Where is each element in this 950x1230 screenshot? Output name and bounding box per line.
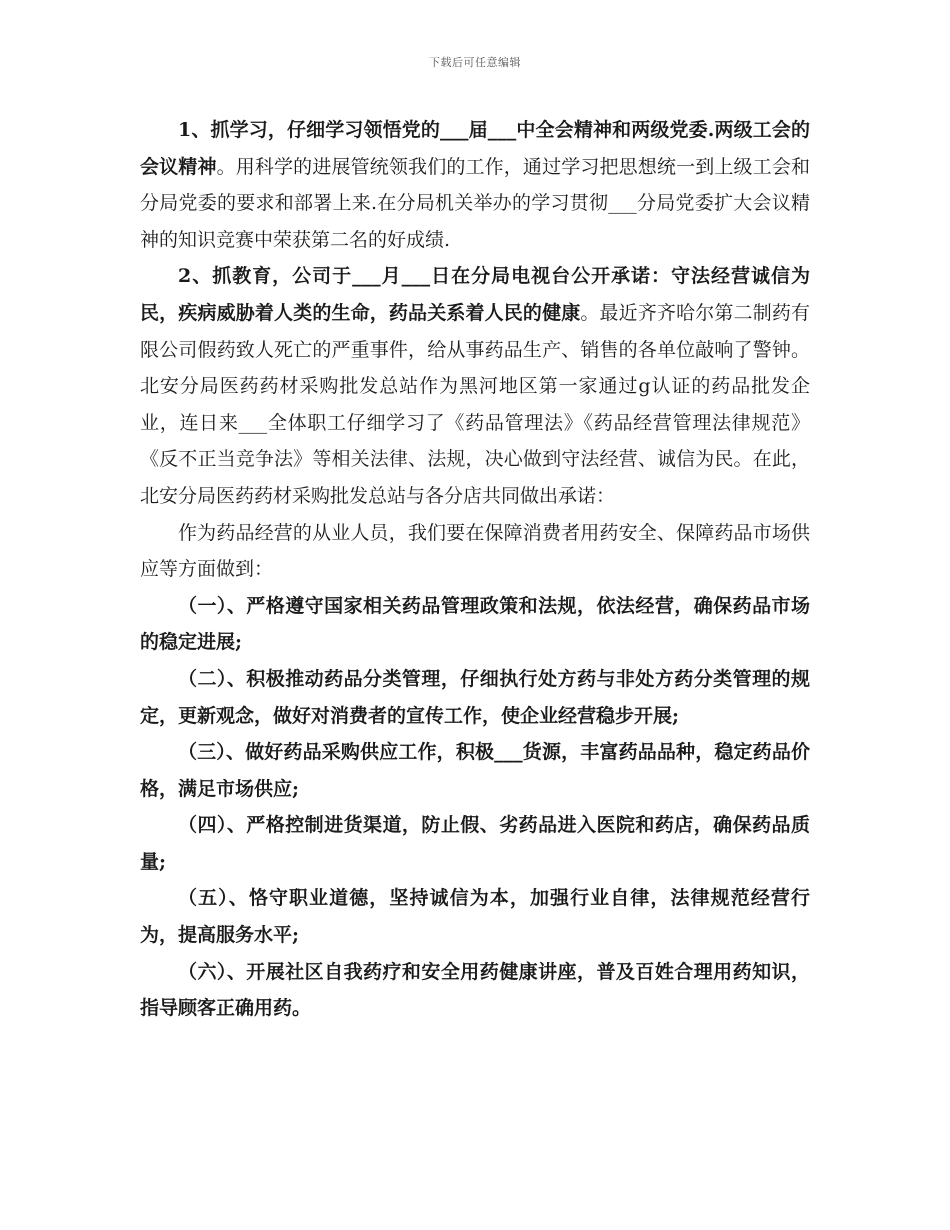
commitment-item-3: （三）、做好药品采购供应工作，积极___货源，丰富药品品种，稳定药品价格，满足市场供应; [140,741,810,800]
commitment-item-1: （一）、严格遵守国家相关药品管理政策和法规，依法经营，确保药品市场的稳定进展; [140,594,810,654]
commitment-item-4: （四）、严格控制进货渠道，防止假、劣药品进入医院和药店，确保药品质量; [140,814,810,873]
commitment-item-5: （五）、恪守职业道德，坚持诚信为本，加强行业自律，法律规范经营行为，提高服务水平; [140,887,810,947]
commitment-item-2: （二）、积极推动药品分类管理，仔细执行处方药与非处方药分类管理的规定，更新观念，做好对消费者的宣传工作，使企业经营稳步开展; [140,667,810,727]
paragraph-2-bold: 2、抓教育，公司于___月___日在分局电视台公开承诺：守法经营诚信为民，疾病威胁着人类的生命，药品关系着人民的健康 [140,265,810,324]
page-header: 下载后可任意编辑 [429,56,521,69]
paragraph-1-bold: 1、抓学习，仔细学习领悟党的___届___中全会精神和两级党委.两级工会的会议精神 [140,119,810,178]
paragraph-2-text: 。最近齐齐哈尔第二制药有限公司假药致人死亡的严重事件，给从事药品生产、销售的各单位敲响了警钟。北安分局医药药材采购批发总站作为黑河地区第一家通过g认证的药品批发企业，连日来___全体职工仔细学习了《药品管理法》《药品经营管理法律规范》《反不正当竞争法》等相关法律、法规，决心做到守法经营、诚信为民。在此，北安分局医药药材采购批发总站与各分店共同做出承诺： [140,301,810,507]
paragraph-3: 作为药品经营的从业人员，我们要在保障消费者用药安全、保障药品市场供应等方面做到： [140,521,810,581]
commitment-item-6: （六）、开展社区自我药疗和安全用药健康讲座，普及百姓合理用药知识，指导顾客正确用药。 [140,960,810,1020]
paragraph-2 [140,258,810,514]
document-body [140,112,810,1027]
paragraph-1-text: 。用科学的进展管统领我们的工作，通过学习把思想统一到上级工会和分局党委的要求和部署上来.在分局机关举办的学习贯彻___分局党委扩大会议精神的知识竞赛中荣获第二名的好成绩. [140,155,810,251]
paragraph-1 [140,112,810,258]
